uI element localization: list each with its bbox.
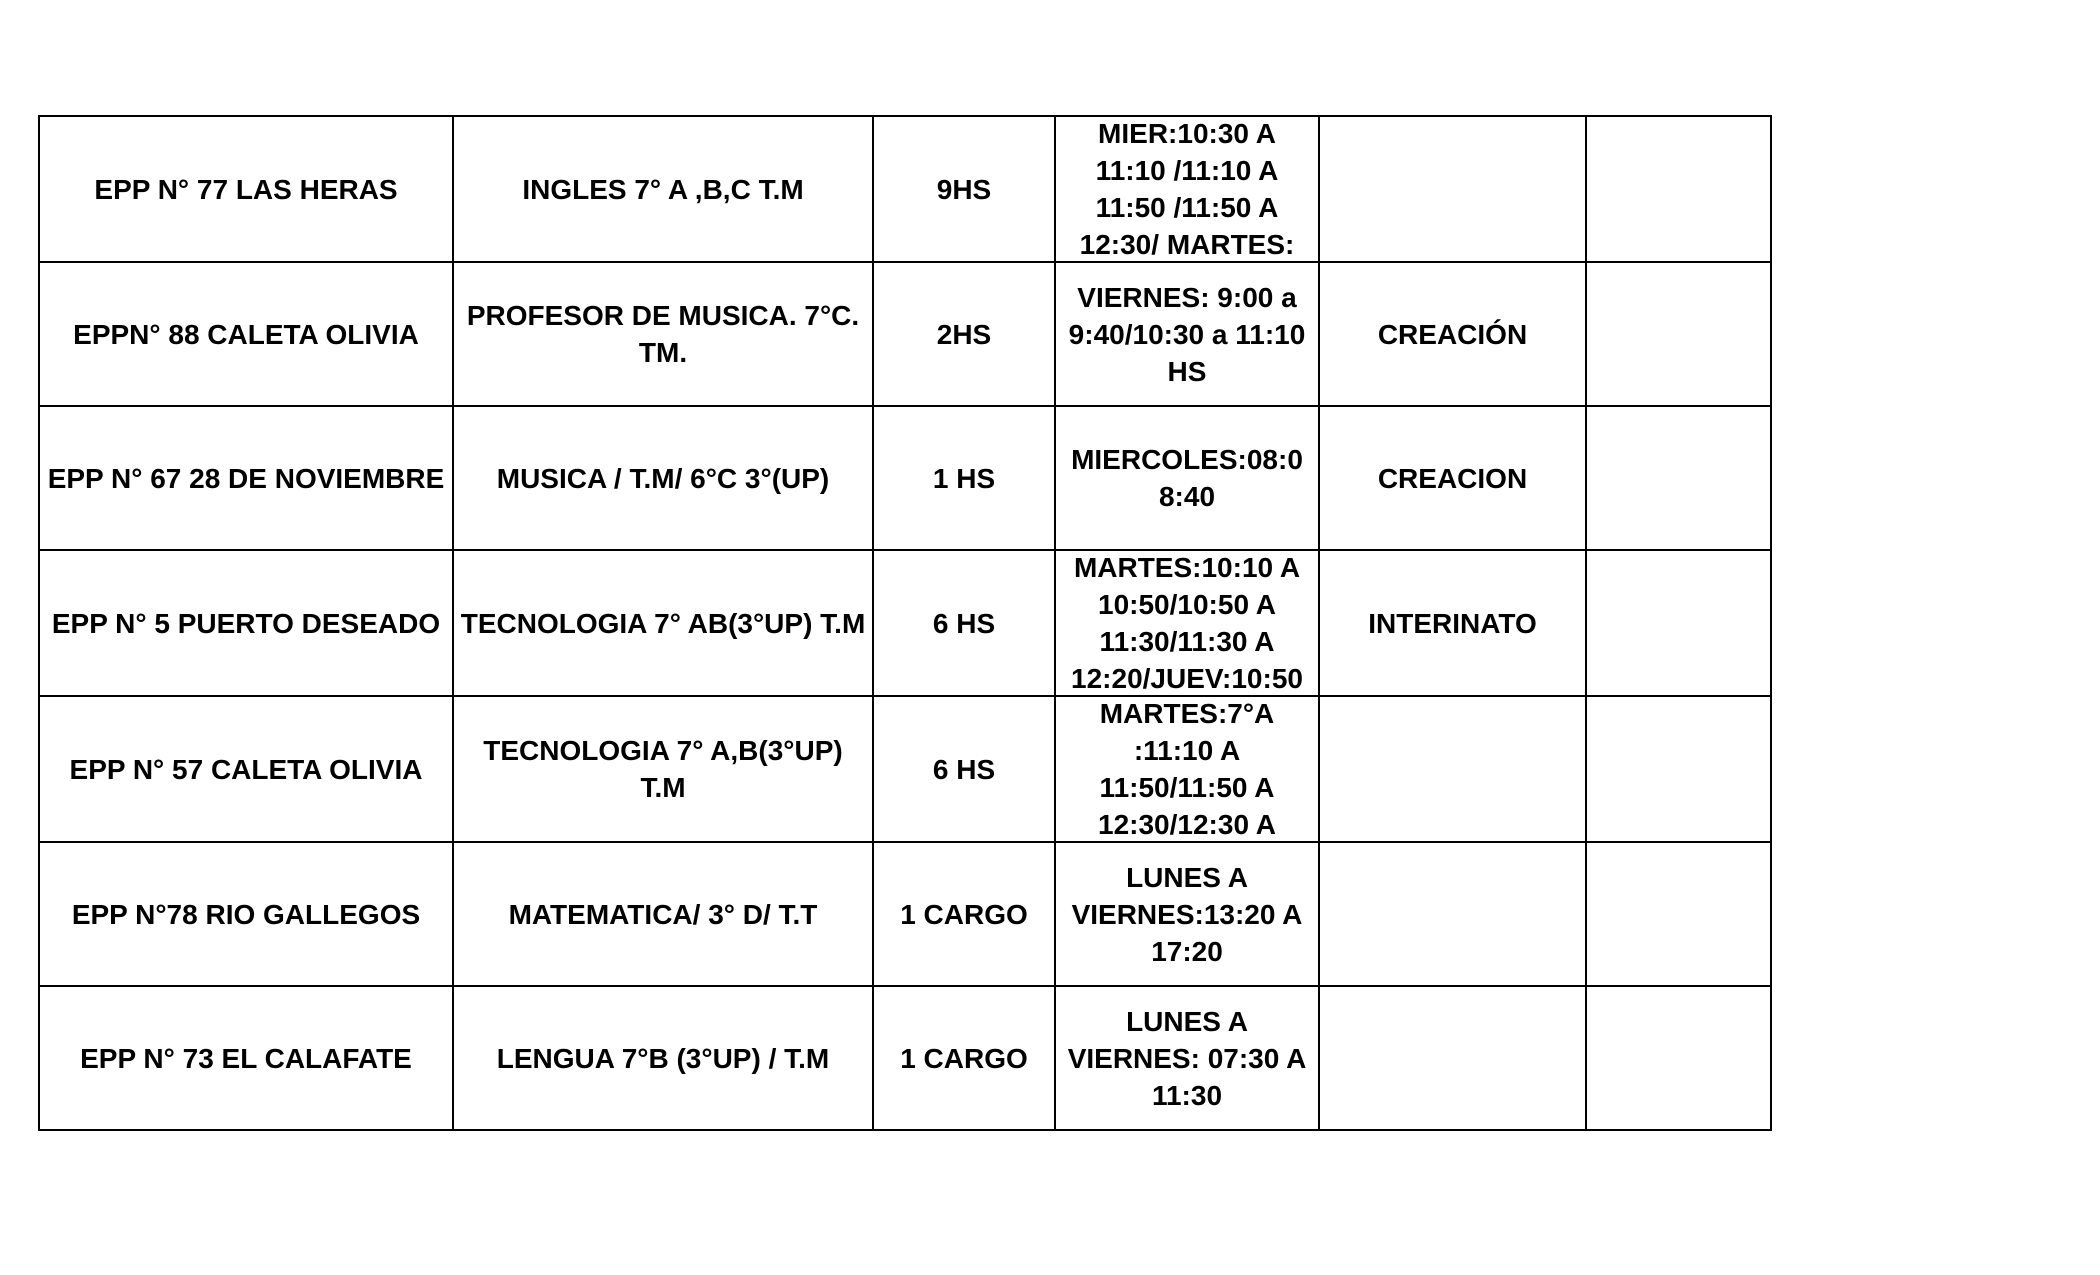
school-cell-text: EPP N° 67 28 DE NOVIEMBRE <box>47 462 445 494</box>
school-cell-text: EPPN° 88 CALETA OLIVIA <box>73 318 419 350</box>
table-row <box>39 406 1771 550</box>
table-body <box>39 116 1771 1130</box>
schedule-cell <box>1055 986 1319 1130</box>
table-row <box>39 550 1771 696</box>
schedule-cell <box>1055 696 1319 842</box>
extra-cell <box>1586 262 1771 406</box>
school-cell <box>39 116 453 262</box>
status-cell-text: CREACIÓN <box>1377 318 1528 350</box>
hours-cell-text: 9HS <box>936 173 992 205</box>
subject-cell <box>453 116 873 262</box>
school-cell <box>39 406 453 550</box>
subject-cell-text: MATEMATICA/ 3° D/ T.T <box>508 898 818 930</box>
subject-cell-text: PROFESOR DE MUSICA. 7°C. TM. <box>466 300 860 368</box>
school-cell-text: EPP N° 73 EL CALAFATE <box>80 1042 412 1074</box>
schedule-cell-text: VIERNES: 9:00 a 9:40/10:30 a 11:10 HS <box>1068 281 1306 387</box>
extra-cell <box>1586 842 1771 986</box>
schedule-cell-text: MIER:10:30 A 11:10 /11:10 A 11:50 /11:50 A 12:30/ MARTES: <box>1079 118 1295 260</box>
schedule-cell <box>1055 550 1319 696</box>
extra-cell <box>1586 406 1771 550</box>
school-cell <box>39 842 453 986</box>
subject-cell-text: LENGUA 7°B (3°UP) / T.M <box>496 1042 830 1074</box>
hours-cell <box>873 842 1055 986</box>
schedule-cell <box>1055 116 1319 262</box>
schedule-table <box>38 115 1772 1131</box>
status-cell <box>1319 116 1586 262</box>
hours-cell <box>873 550 1055 696</box>
schedule-cell-text: LUNES A VIERNES:13:20 A 17:20 <box>1071 861 1303 967</box>
hours-cell <box>873 986 1055 1130</box>
schedule-cell-text: MARTES:10:10 A 10:50/10:50 A 11:30/11:30 A 12:20/JUEV:10:50 <box>1071 552 1303 694</box>
subject-cell <box>453 406 873 550</box>
schedule-cell-text: MARTES:7°A :11:10 A 11:50/11:50 A 12:30/12:30 A <box>1098 698 1276 840</box>
hours-cell <box>873 406 1055 550</box>
status-cell <box>1319 262 1586 406</box>
schedule-cell <box>1055 842 1319 986</box>
table-row <box>39 262 1771 406</box>
school-cell-text: EPP N°78 RIO GALLEGOS <box>71 898 421 930</box>
table-row <box>39 986 1771 1130</box>
subject-cell-text: MUSICA / T.M/ 6°C 3°(UP) <box>496 462 830 494</box>
status-cell <box>1319 406 1586 550</box>
school-cell <box>39 262 453 406</box>
school-cell-text: EPP N° 77 LAS HERAS <box>94 173 398 205</box>
hours-cell-text: 1 CARGO <box>900 1042 1028 1074</box>
table-row <box>39 842 1771 986</box>
hours-cell-text: 6 HS <box>932 607 996 639</box>
hours-cell <box>873 696 1055 842</box>
status-cell <box>1319 842 1586 986</box>
hours-cell-text: 1 CARGO <box>900 898 1028 930</box>
schedule-cell-text: MIERCOLES:08:0 8:40 <box>1071 444 1303 512</box>
status-cell <box>1319 696 1586 842</box>
extra-cell <box>1586 986 1771 1130</box>
school-cell <box>39 550 453 696</box>
hours-cell-text: 6 HS <box>932 753 996 785</box>
extra-cell <box>1586 696 1771 842</box>
hours-cell-text: 2HS <box>936 318 992 350</box>
school-cell-text: EPP N° 5 PUERTO DESEADO <box>51 607 441 639</box>
subject-cell <box>453 550 873 696</box>
school-cell <box>39 986 453 1130</box>
subject-cell <box>453 842 873 986</box>
school-cell-text: EPP N° 57 CALETA OLIVIA <box>69 753 423 785</box>
status-cell <box>1319 986 1586 1130</box>
schedule-cell-text: LUNES A VIERNES: 07:30 A 11:30 <box>1067 1005 1307 1111</box>
status-cell <box>1319 550 1586 696</box>
status-cell-text: INTERINATO <box>1368 607 1537 639</box>
hours-cell <box>873 116 1055 262</box>
extra-cell <box>1586 116 1771 262</box>
subject-cell-text: TECNOLOGIA 7° AB(3°UP) T.M <box>460 607 866 639</box>
subject-cell <box>453 696 873 842</box>
schedule-cell <box>1055 262 1319 406</box>
hours-cell <box>873 262 1055 406</box>
school-cell <box>39 696 453 842</box>
table-row <box>39 116 1771 262</box>
extra-cell <box>1586 550 1771 696</box>
table-row <box>39 696 1771 842</box>
subject-cell <box>453 262 873 406</box>
subject-cell-text: TECNOLOGIA 7° A,B(3°UP) T.M <box>483 735 843 803</box>
status-cell-text: CREACION <box>1377 462 1528 494</box>
hours-cell-text: 1 HS <box>932 462 996 494</box>
schedule-cell <box>1055 406 1319 550</box>
subject-cell <box>453 986 873 1130</box>
subject-cell-text: INGLES 7° A ,B,C T.M <box>522 173 804 205</box>
